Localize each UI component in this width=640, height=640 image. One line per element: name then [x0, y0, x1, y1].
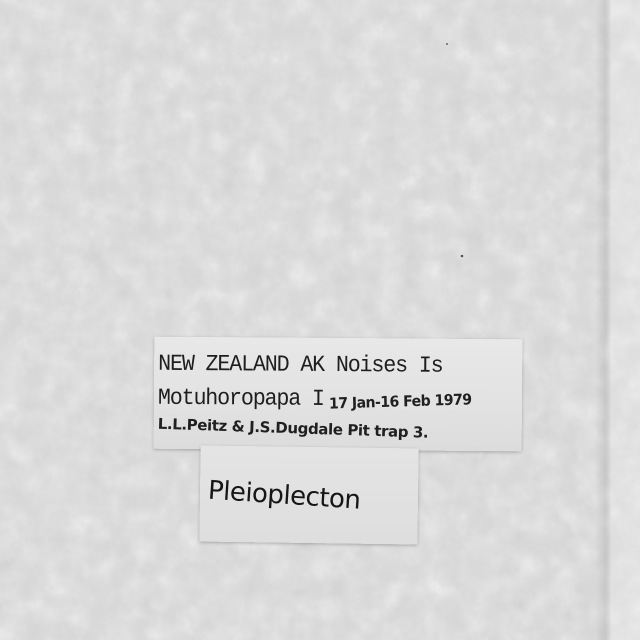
site-line: [158, 381, 500, 417]
collection-date: 17 Jan-16 Feb 1979: [328, 390, 472, 413]
specimen-locality-label: [154, 337, 523, 452]
taxon-label: [199, 445, 418, 544]
taxon-name: Pleioplecton: [207, 475, 362, 516]
site-name: Motuhoropapa I: [157, 384, 324, 412]
collectors-line: L.L.Peitz & J.S.Dugdale Pit trap 3.: [157, 414, 429, 442]
locality-line: NEW ZEALAND AK Noises Is: [158, 350, 443, 379]
